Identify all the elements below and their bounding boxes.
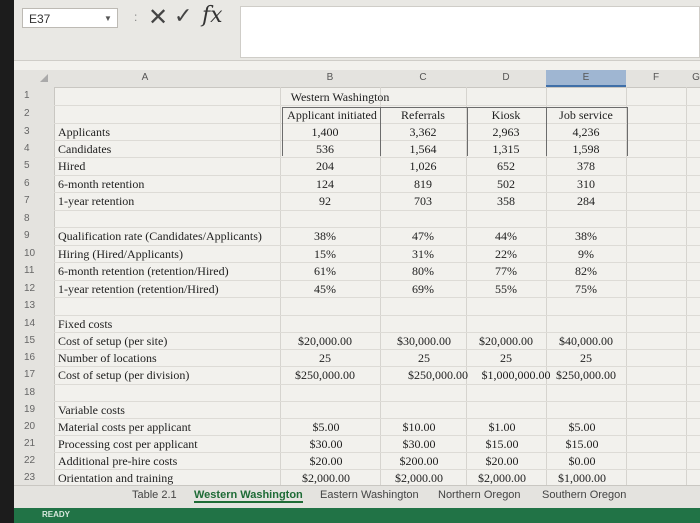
table-cell[interactable]: 536 [316, 142, 334, 156]
cancel-icon[interactable]: ✕ [148, 3, 169, 31]
table-cell[interactable]: $1,000.00 [558, 471, 606, 485]
table-cell[interactable]: 4,236 [572, 125, 600, 139]
row-header[interactable]: 8 [24, 213, 30, 224]
table-cell[interactable]: 80% [412, 264, 434, 278]
column-title-referrals: Referrals [401, 108, 445, 122]
formula-input[interactable] [240, 6, 700, 58]
row-header[interactable]: 7 [24, 195, 30, 206]
select-all-corner[interactable] [40, 74, 48, 82]
column-title-kiosk: Kiosk [491, 108, 521, 122]
status-text: READY [42, 510, 71, 519]
table-cell[interactable]: 47% [412, 229, 434, 243]
row-label: Applicants [58, 125, 110, 139]
table-cell[interactable]: $10.00 [402, 420, 436, 434]
row-label: Hiring (Hired/Applicants) [58, 247, 183, 261]
table-cell[interactable]: $250,000.00 [408, 368, 468, 382]
table-cell[interactable]: 44% [495, 229, 517, 243]
table-cell[interactable]: 502 [497, 177, 515, 191]
table-cell[interactable]: $15.00 [485, 437, 519, 451]
row-label: Candidates [58, 142, 112, 156]
grid-line [54, 297, 700, 298]
table-cell[interactable]: $20,000.00 [479, 334, 533, 348]
chevron-down-icon[interactable]: ▼ [104, 14, 112, 23]
column-header-d[interactable]: D [502, 72, 510, 83]
row-label: 6-month retention (retention/Hired) [58, 264, 229, 278]
row-label: 1-year retention (retention/Hired) [58, 282, 219, 296]
table-cell[interactable]: 38% [575, 229, 597, 243]
table-cell[interactable]: 61% [314, 264, 336, 278]
column-header-c[interactable]: C [419, 72, 427, 83]
row-label: Orientation and training [58, 471, 174, 485]
row-header[interactable]: 11 [24, 265, 35, 276]
row-header[interactable]: 10 [24, 248, 36, 259]
column-header-g[interactable]: G [692, 72, 700, 83]
row-label: Processing cost per applicant [58, 437, 198, 451]
section-title-fixed-costs: Fixed costs [58, 317, 113, 331]
formula-bar [14, 0, 700, 61]
table-cell[interactable]: 284 [577, 194, 595, 208]
column-title-job-service: Job service [559, 108, 613, 122]
table-cell[interactable]: $30,000.00 [397, 334, 451, 348]
table-cell[interactable]: 92 [319, 194, 331, 208]
tab-northern-oregon[interactable]: Northern Oregon [438, 489, 521, 501]
row-label: Hired [58, 159, 86, 173]
row-label: 1-year retention [58, 194, 135, 208]
spreadsheet-window [14, 0, 700, 523]
row-header[interactable]: 2 [24, 108, 30, 119]
row-header[interactable]: 17 [24, 369, 36, 380]
row-label: Additional pre-hire costs [58, 454, 178, 468]
table-cell[interactable]: 38% [314, 229, 336, 243]
table-cell[interactable]: 45% [314, 282, 336, 296]
row-header[interactable]: 13 [24, 300, 36, 311]
table-cell[interactable]: 77% [495, 264, 517, 278]
table-cell[interactable]: $5.00 [568, 420, 596, 434]
row-header[interactable]: 3 [24, 126, 30, 137]
row-header[interactable]: 20 [24, 421, 36, 432]
insert-function-icon[interactable]: fx [202, 3, 223, 28]
tab-eastern-washington[interactable]: Eastern Washington [320, 489, 419, 501]
table-cell[interactable]: 82% [575, 264, 597, 278]
row-label: Cost of setup (per site) [58, 334, 168, 348]
formula-bar-separator: : [134, 10, 138, 24]
row-header[interactable]: 18 [24, 387, 36, 398]
column-header-e[interactable]: E [546, 70, 626, 87]
row-label: 6-month retention [58, 177, 145, 191]
row-header[interactable]: 12 [24, 283, 36, 294]
table-cell[interactable]: $1,000,000.00 [481, 368, 551, 382]
grid-line [54, 105, 700, 106]
table-cell[interactable]: 1,598 [572, 142, 600, 156]
table-cell[interactable]: 69% [412, 282, 434, 296]
table-cell[interactable]: 25 [500, 351, 512, 365]
column-headers [14, 70, 700, 88]
table-cell[interactable]: $250,000.00 [556, 368, 616, 382]
table-cell[interactable]: $20,000.00 [298, 334, 352, 348]
table-cell[interactable]: 22% [495, 247, 517, 261]
sheet-tab-bar [14, 485, 700, 508]
row-header[interactable]: 14 [24, 318, 36, 329]
column-header-a[interactable]: A [141, 72, 149, 83]
table-cell[interactable]: $200.00 [399, 454, 439, 468]
table-cell[interactable]: 9% [578, 247, 594, 261]
table-cell[interactable]: 358 [497, 194, 515, 208]
table-cell[interactable]: 25 [319, 351, 331, 365]
table-cell[interactable]: $5.00 [312, 420, 340, 434]
table-cell[interactable]: $20.00 [485, 454, 519, 468]
table-cell[interactable]: $30.00 [402, 437, 436, 451]
region-title: Western Washington [290, 90, 390, 104]
table-cell[interactable]: $40,000.00 [559, 334, 613, 348]
tab-southern-oregon[interactable]: Southern Oregon [542, 489, 627, 501]
column-header-f[interactable]: F [652, 72, 660, 83]
tab-table-2-1[interactable]: Table 2.1 [132, 489, 177, 501]
row-header[interactable]: 21 [24, 438, 36, 449]
table-cell[interactable]: $2,000.00 [302, 471, 350, 485]
table-cell[interactable]: $15.00 [565, 437, 599, 451]
column-title-applicant-initiated: Applicant initiated [287, 108, 377, 122]
row-header[interactable]: 23 [24, 472, 36, 483]
table-cell[interactable]: 25 [580, 351, 592, 365]
table-cell[interactable]: 378 [577, 159, 595, 173]
table-cell[interactable]: 124 [316, 177, 334, 191]
table-cell[interactable]: 1,026 [409, 159, 437, 173]
table-cell[interactable]: $30.00 [309, 437, 343, 451]
row-header[interactable]: 19 [24, 404, 36, 415]
table-cell[interactable]: 310 [577, 177, 595, 191]
grid-line [54, 384, 700, 385]
table-cell[interactable]: $1.00 [488, 420, 516, 434]
table-cell[interactable]: $0.00 [568, 454, 596, 468]
table-cell[interactable]: 204 [316, 159, 334, 173]
row-label: Qualification rate (Candidates/Applicants) [58, 229, 262, 243]
table-cell[interactable]: $20.00 [309, 454, 343, 468]
row-label: Number of locations [58, 351, 157, 365]
name-box[interactable]: E37 [22, 8, 118, 28]
row-header[interactable]: 22 [24, 455, 36, 466]
table-cell[interactable]: 75% [575, 282, 597, 296]
grid-line [54, 210, 700, 211]
table-cell[interactable]: $2,000.00 [395, 471, 443, 485]
table-cell[interactable]: 1,315 [492, 142, 520, 156]
table-cell[interactable]: $250,000.00 [295, 368, 355, 382]
row-label: Cost of setup (per division) [58, 368, 190, 382]
row-header[interactable]: 16 [24, 352, 36, 363]
table-cell[interactable]: 819 [414, 177, 432, 191]
sheet-grid[interactable] [14, 70, 700, 510]
table-cell[interactable]: 31% [412, 247, 434, 261]
tab-western-washington[interactable]: Western Washington [194, 489, 303, 501]
row-header[interactable]: 4 [24, 143, 30, 154]
grid-line [54, 315, 700, 316]
table-cell[interactable]: 1,400 [311, 125, 339, 139]
row-header[interactable]: 5 [24, 160, 30, 171]
row-header[interactable]: 15 [24, 335, 36, 346]
table-cell[interactable]: 652 [497, 159, 515, 173]
table-cell[interactable]: 3,362 [409, 125, 437, 139]
row-header[interactable]: 6 [24, 178, 30, 189]
table-cell[interactable]: 1,564 [409, 142, 437, 156]
status-bar [14, 508, 700, 523]
column-header-b[interactable]: B [326, 72, 334, 83]
table-cell[interactable]: 25 [418, 351, 430, 365]
table-cell[interactable]: 2,963 [492, 125, 520, 139]
table-cell[interactable]: 703 [414, 194, 432, 208]
table-cell[interactable]: 15% [314, 247, 336, 261]
check-icon[interactable]: ✓ [174, 4, 193, 29]
table-cell[interactable]: 55% [495, 282, 517, 296]
row-header[interactable]: 9 [24, 230, 30, 241]
table-cell[interactable]: $2,000.00 [478, 471, 526, 485]
section-title-variable-costs: Variable costs [58, 403, 125, 417]
row-label: Material costs per applicant [58, 420, 191, 434]
grid-line [54, 401, 700, 402]
row-header[interactable]: 1 [24, 90, 30, 101]
